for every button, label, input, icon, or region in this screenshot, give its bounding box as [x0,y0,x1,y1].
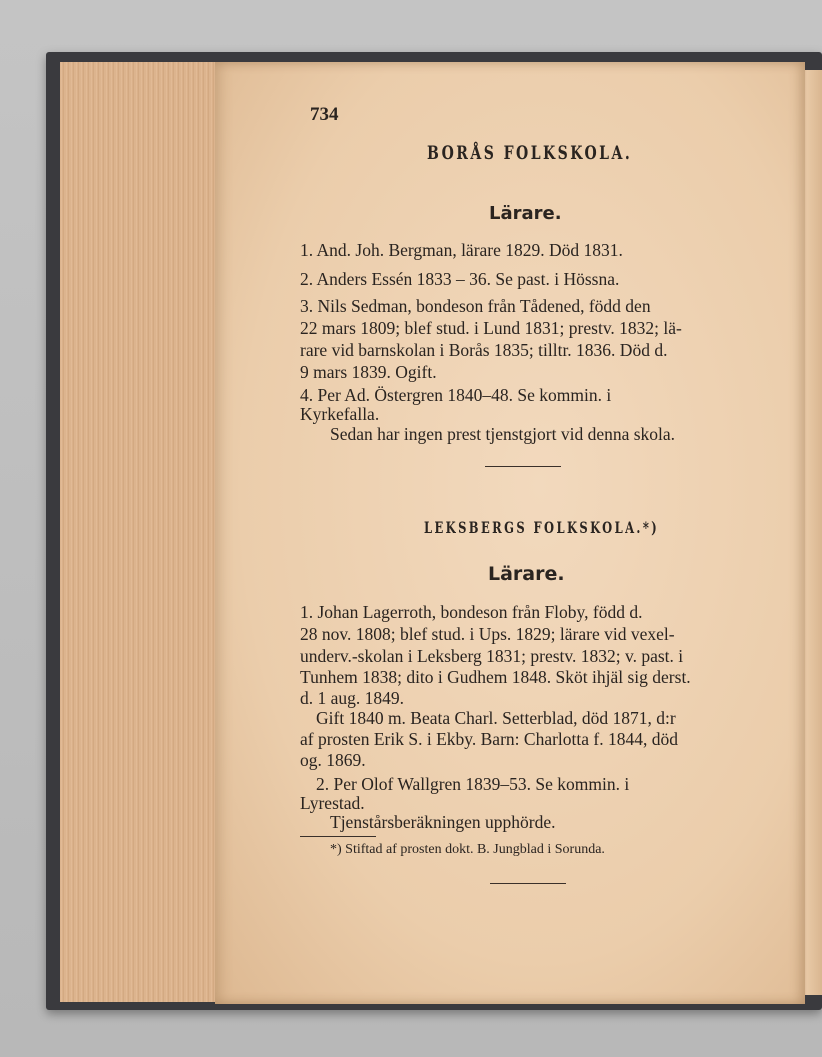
entry-line: Lyrestad. [300,793,365,813]
section-subtitle-boras: Lärare. [489,203,562,224]
entry-line: d. 1 aug. 1849. [300,688,405,708]
end-divider [490,883,566,884]
entry-line: 28 nov. 1808; blef stud. i Ups. 1829; lärare vid vexel- [300,624,675,644]
entry-line: Gift 1840 m. Beata Charl. Setterblad, död 1871, d:r [316,708,676,728]
section-title-leksberg: LEKSBERGS FOLKSKOLA.*) [424,518,660,537]
page-edges [60,62,231,1002]
entry-line: 1. Johan Lagerroth, bondeson från Floby, född d. [300,602,643,622]
footnote-rule [300,836,376,837]
entry-line: Tunhem 1838; dito i Gudhem 1848. Sköt ihjäl sig derst. [300,667,691,687]
section-subtitle-leksberg: Lärare. [488,563,565,585]
entry-line: underv.-skolan i Leksberg 1831; prestv. 1832; v. past. i [300,646,684,666]
section-title-boras: BORÅS FOLKSKOLA. [427,142,633,164]
entry-line: og. 1869. [300,750,366,770]
footnote: *) Stiftad af prosten dokt. B. Jungblad i Sorunda. [330,842,605,857]
entry-line: 4. Per Ad. Östergren 1840–48. Se kommin. i [300,385,612,405]
section-divider [485,466,561,467]
entry-line: rare vid barnskolan i Borås 1835; tilltr. 1836. Död d. [300,340,668,360]
entry-line: 2. Per Olof Wallgren 1839–53. Se kommin. i [316,774,630,794]
entry-line: af prosten Erik S. i Ekby. Barn: Charlotta f. 1844, död [300,729,678,749]
entry-line: 1. And. Joh. Bergman, lärare 1829. Död 1831. [300,240,623,260]
closing-line: Sedan har ingen prest tjenstgjort vid denna skola. [330,424,676,444]
entry-line: 3. Nils Sedman, bondeson från Tådened, född den [300,296,651,316]
entry-line: Tjenstårsberäkningen upphörde. [330,812,556,832]
entry-line: 22 mars 1809; blef stud. i Lund 1831; prestv. 1832; lä- [300,318,682,338]
entry-line: 2. Anders Essén 1833 – 36. Se past. i Hössna. [300,269,620,289]
page-number: 734 [310,104,339,125]
entry-line: 9 mars 1839. Ogift. [300,362,437,382]
entry-line: Kyrkefalla. [300,404,380,424]
